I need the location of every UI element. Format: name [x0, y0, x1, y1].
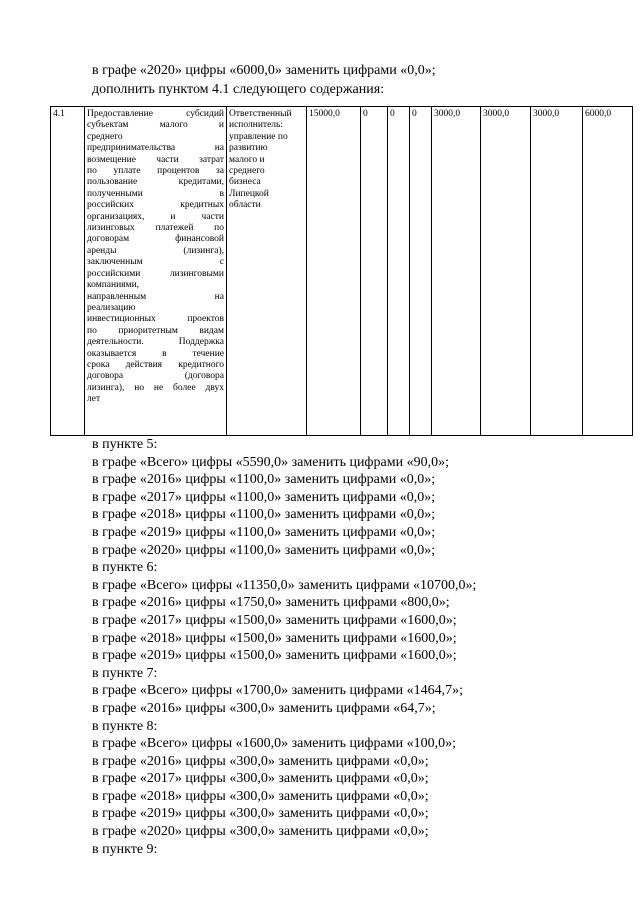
program-table [50, 106, 633, 436]
amendment-line: в графе «2018» цифры «1500,0» заменить цифрами «1600,0»; [92, 630, 457, 646]
amendment-line: в графе «2016» цифры «1100,0» заменить цифрами «0,0»; [92, 472, 436, 488]
description-line: инвестиционных проектов [87, 314, 224, 325]
value-cell-2014: 0 [361, 107, 388, 436]
amendment-line: в пункте 8: [92, 718, 158, 734]
intro-line-2: дополнить пунктом 4.1 следующего содержания: [92, 82, 385, 97]
value-cell-2016: 0 [410, 107, 432, 436]
amendment-lines [92, 436, 476, 858]
responsible-line: бизнеса [229, 177, 261, 188]
amendment-line: в графе «2018» цифры «1100,0» заменить цифрами «0,0»; [92, 507, 436, 523]
amendment-line: в графе «2016» цифры «300,0» заменить цифрами «0,0»; [92, 753, 429, 769]
row-number-cell: 4.1 [51, 107, 85, 436]
amendment-line: в пункте 6: [92, 560, 158, 576]
amendment-line: в пункте 9: [92, 841, 158, 857]
description-line: пользование кредитами, [87, 177, 224, 188]
description-line: Предоставление субсидий [87, 109, 224, 119]
amendment-line: в графе «2017» цифры «1500,0» заменить цифрами «1600,0»; [92, 612, 457, 628]
description-line: срока действия кредитного [87, 359, 224, 370]
amendment-line: в пункте 5: [92, 437, 158, 452]
amendment-line: в графе «2018» цифры «300,0» заменить цифрами «0,0»; [92, 788, 429, 804]
amendment-line: в графе «2019» цифры «1500,0» заменить цифрами «1600,0»; [92, 648, 457, 664]
value-cell-total: 15000,0 [307, 107, 361, 436]
description-line: российскими лизинговыми [87, 268, 224, 279]
responsible-line: исполнитель: [229, 120, 283, 131]
description-line: договорам финансовой [87, 234, 224, 245]
responsible-line: среднего [229, 166, 265, 177]
description-line: оказывается в течение [87, 348, 224, 359]
amendment-line: в графе «2019» цифры «300,0» заменить цифрами «0,0»; [92, 806, 429, 822]
amendment-line: в графе «Всего» цифры «11350,0» заменить цифрами «10700,0»; [92, 577, 477, 593]
description-line: субъектам малого и [87, 120, 224, 131]
description-line: договора (договора [87, 371, 224, 382]
amendment-line: в графе «2016» цифры «1750,0» заменить цифрами «800,0»; [92, 595, 450, 611]
value-cell-2015: 0 [388, 107, 410, 436]
amendment-line: в графе «Всего» цифры «5590,0» заменить цифрами «90,0»; [92, 454, 449, 470]
description-line: деятельности. Поддержка [87, 337, 224, 348]
value-cell-2017: 3000,0 [432, 107, 481, 436]
description-line: лизинга), но не более двух [87, 382, 224, 393]
amendment-line: в графе «Всего» цифры «1600,0» заменить цифрами «100,0»; [92, 736, 456, 752]
responsible-line: малого и [229, 154, 265, 165]
amendment-line: в графе «2019» цифры «1100,0» заменить цифрами «0,0»; [92, 524, 436, 540]
responsible-line: Липецкой [229, 188, 269, 199]
amendment-line: в графе «2020» цифры «1100,0» заменить цифрами «0,0»; [92, 542, 436, 558]
description-line: направленным на [87, 291, 224, 302]
amendment-line: в графе «2016» цифры «300,0» заменить цифрами «64,7»; [92, 700, 436, 716]
responsible-line: Ответственный [229, 109, 292, 119]
description-line: реализацию [87, 302, 136, 313]
table-row [51, 107, 633, 436]
description-line: полученными в [87, 188, 224, 199]
description-line: российских кредитных [87, 200, 224, 211]
description-line: аренды (лизинга), [87, 245, 224, 256]
value-cell-2020: 6000,0 [583, 107, 633, 436]
amendment-line: в графе «2017» цифры «300,0» заменить цифрами «0,0»; [92, 771, 429, 787]
responsible-line: развитию [229, 143, 268, 154]
description-cell [85, 107, 227, 436]
amendment-line: в пункте 7: [92, 665, 158, 681]
description-line: лизинговых платежей по [87, 223, 224, 234]
description-line: лет [87, 394, 101, 405]
responsible-cell [227, 107, 307, 436]
responsible-line: области [229, 200, 261, 211]
responsible-line: управление по [229, 131, 288, 142]
value-cell-2018: 3000,0 [481, 107, 531, 436]
description-line: компаниями, [87, 280, 140, 291]
value-cell-2019: 3000,0 [531, 107, 583, 436]
description-line: по уплате процентов за [87, 166, 224, 177]
amendment-line: в графе «2020» цифры «300,0» заменить цифрами «0,0»; [92, 824, 429, 840]
description-line: организациях, и части [87, 211, 224, 222]
intro-line-1: в графе «2020» цифры «6000,0» заменить цифрами «0,0»; [92, 63, 436, 78]
description-line: возмещение части затрат [87, 154, 224, 165]
description-line: заключенным с [87, 257, 224, 268]
description-line: среднего [87, 131, 123, 142]
amendment-line: в графе «2017» цифры «1100,0» заменить цифрами «0,0»; [92, 489, 436, 505]
description-line: предпринимательства на [87, 143, 224, 154]
amendment-line: в графе «Всего» цифры «1700,0» заменить цифрами «1464,7»; [92, 683, 463, 699]
description-line: по приоритетным видам [87, 325, 224, 336]
